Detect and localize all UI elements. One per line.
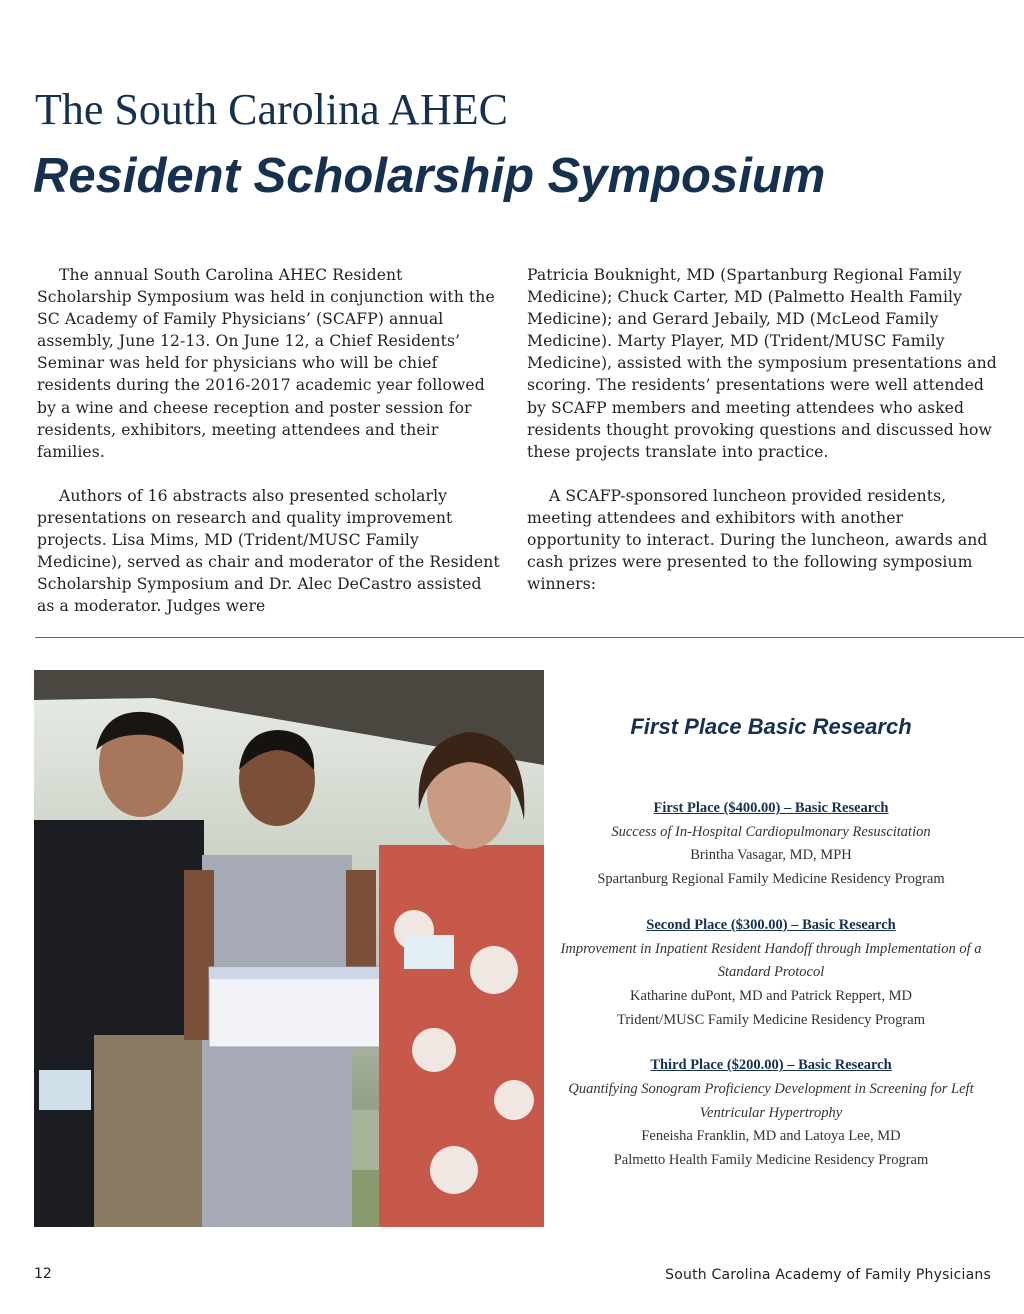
prize-program: Trident/MUSC Family Medicine Residency Program	[617, 1011, 925, 1028]
photo-illustration	[34, 670, 544, 1227]
winners-panel	[548, 714, 994, 1195]
prize-project-title: Improvement in Inpatient Resident Handoff through Implementation of a Standard Protocol	[560, 940, 982, 981]
prize-head: Third Place ($200.00) – Basic Research	[650, 1057, 892, 1074]
prize-authors: Katharine duPont, MD and Patrick Reppert, MD	[630, 987, 912, 1004]
article-paragraph: A SCAFP-sponsored luncheon provided residents, meeting attendees and exhibitors with another opportunity to interact. During the luncheon, awards and cash prizes were presented to the following symposium winners:	[527, 486, 988, 594]
prize-head: First Place ($400.00) – Basic Research	[653, 800, 889, 816]
page-number: 12	[34, 1266, 52, 1282]
prize-project-title: Quantifying Sonogram Proficiency Development in Screening for Left Ventricular Hypertrophy	[568, 1081, 974, 1121]
article-paragraph: Patricia Bouknight, MD (Spartanburg Regional Family Medicine); Chuck Carter, MD (Palmetto Health Family Medicine); and Gerard Jebaily, MD (McLeod Family Medicine). Marty Player, MD (Trident/MUSC Family Medicine), assisted with the symposium presentations and scoring. The residents’ presentations were well attended by SCAFP members and meeting attendees who asked residents thought provoking questions and discussed how these projects translate into practice.	[527, 266, 997, 461]
prize-authors: Brintha Vasagar, MD, MPH	[690, 847, 852, 864]
article-paragraph: Authors of 16 abstracts also presented scholarly presentations on research and quality improvement projects. Lisa Mims, MD (Trident/MUSC Family Medicine), served as chair and moderator of the Resident Scholarship Symposium and Dr. Alec DeCastro assisted as a moderator. Judges were	[37, 486, 500, 616]
prize-entry	[548, 797, 994, 892]
prize-head: Second Place ($300.00) – Basic Research	[646, 916, 896, 933]
title-line-1: The South Carolina AHEC	[35, 85, 508, 134]
article-paragraph: The annual South Carolina AHEC Resident Scholarship Symposium was held in conjunction with the SC Academy of Family Physicians’ (SCAFP) annual assembly, June 12-13. On June 12, a Chief Residents’ Seminar was held for physicians who will be chief residents during the 2016-2017 academic year followed by a wine and cheese reception and poster session for residents, exhibitors, meeting attendees and their families.	[37, 266, 495, 461]
prize-project-title: Success of In-Hospital Cardiopulmonary Resuscitation	[611, 823, 931, 840]
article-left-column	[37, 264, 502, 639]
title-line-2: Resident Scholarship Symposium	[33, 149, 826, 203]
winners-heading: First Place Basic Research	[630, 714, 912, 739]
prize-program: Spartanburg Regional Family Medicine Residency Program	[597, 871, 945, 888]
winners-photo	[34, 670, 544, 1227]
prize-authors: Feneisha Franklin, MD and Latoya Lee, MD	[641, 1128, 901, 1145]
prize-program: Palmetto Health Family Medicine Residency Program	[613, 1152, 929, 1169]
prize-entry	[548, 1054, 994, 1173]
prize-entry	[548, 914, 994, 1033]
section-divider	[35, 637, 1024, 638]
article-right-column	[527, 264, 997, 617]
publication-name: South Carolina Academy of Family Physicians	[665, 1267, 991, 1283]
